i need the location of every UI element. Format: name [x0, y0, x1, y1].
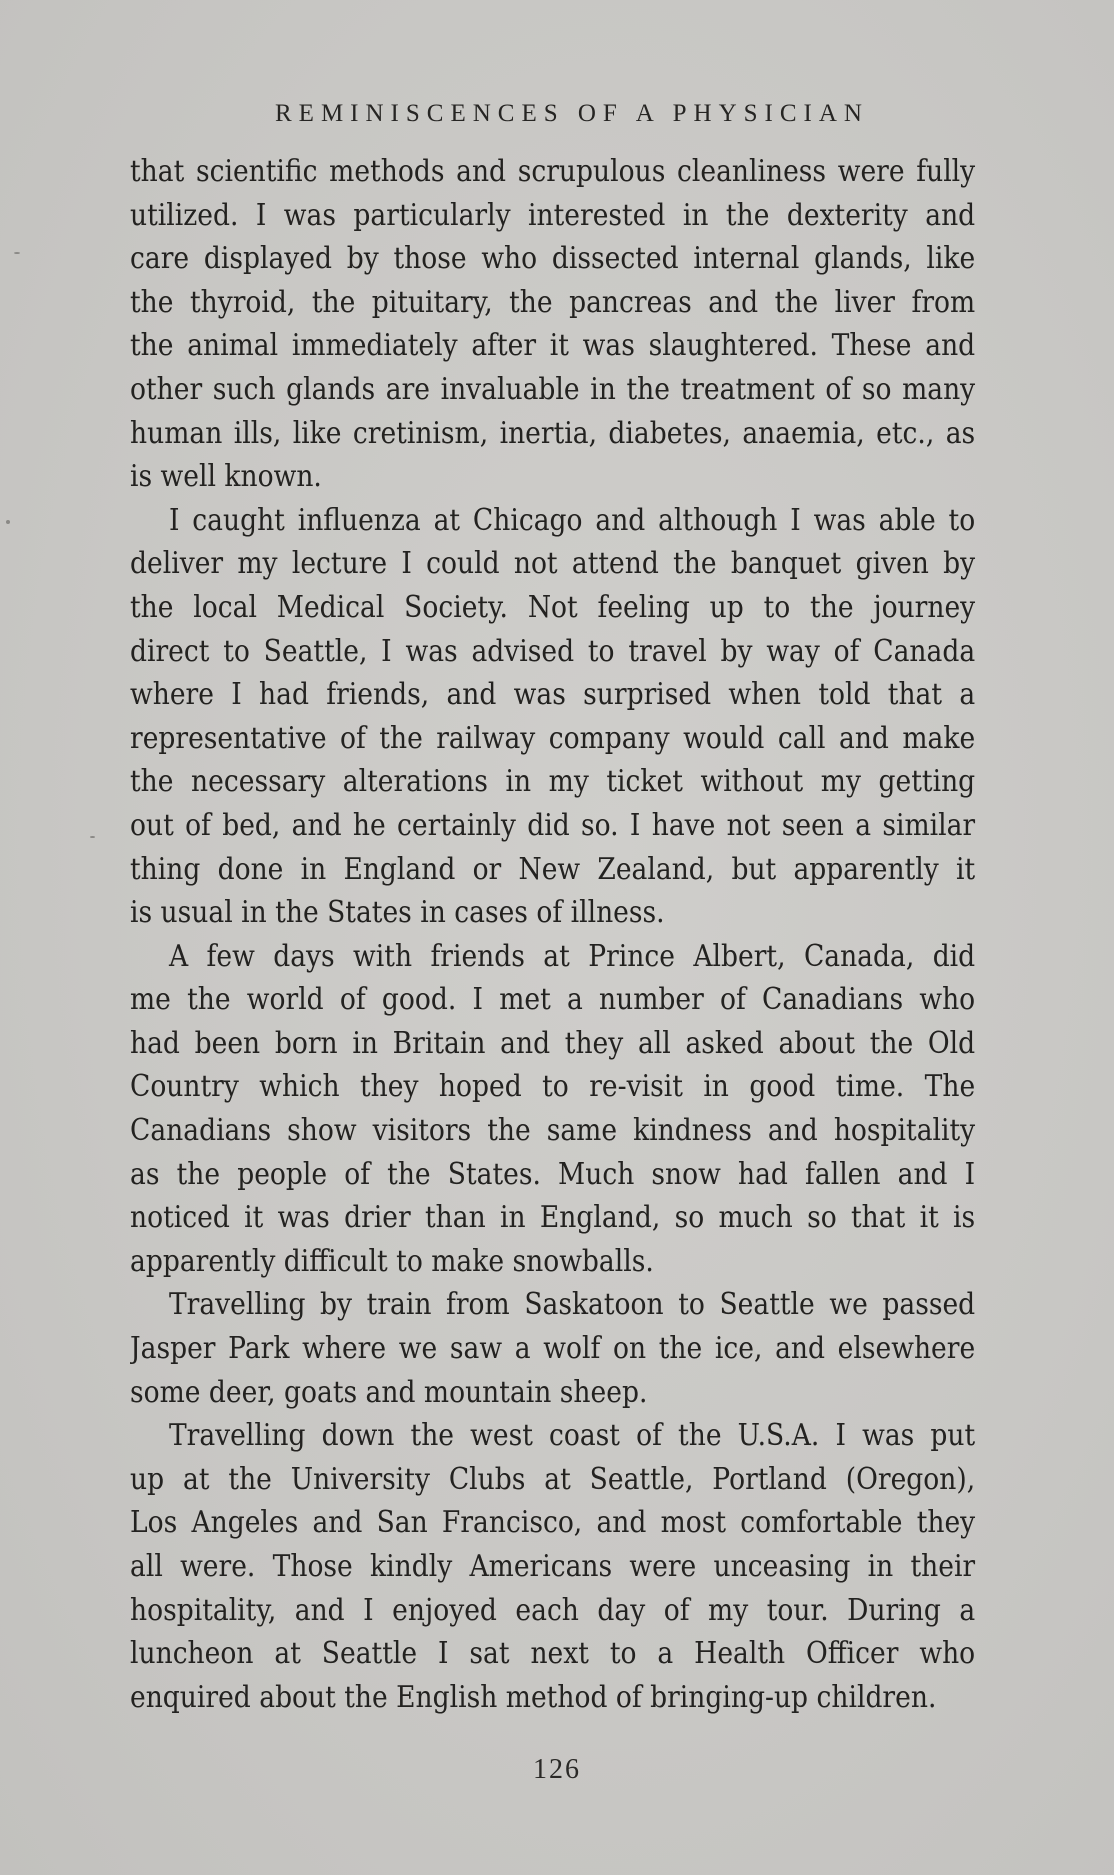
text-line: A few days with friends at Prince Albert, Canada, did — [168, 938, 976, 974]
text-line: Travelling down the west coast of the U.S.A. I was put — [168, 1418, 976, 1454]
paragraph — [130, 1414, 975, 1719]
text-line: Jasper Park where we saw a wolf on the ice, and elsewhere — [130, 1331, 976, 1367]
text-line: Travelling by train from Saskatoon to Seattle we passed — [168, 1287, 976, 1323]
text-line: up at the University Clubs at Seattle, Portland (Oregon), — [130, 1461, 976, 1497]
text-line: representative of the railway company would call and make — [130, 720, 976, 756]
text-line: utilized. I was particularly interested in the dexterity and — [130, 197, 976, 233]
text-line: all were. Those kindly Americans were unceasing in their — [130, 1549, 976, 1584]
text-line: direct to Seattle, I was advised to travel by way of Canada — [130, 633, 976, 669]
text-line: me the world of good. I met a number of Canadians who — [130, 982, 976, 1018]
text-line: I caught influenza at Chicago and although I was able to — [168, 502, 976, 538]
page-number: 126 — [533, 1754, 581, 1785]
paper-speck — [6, 520, 10, 524]
text-line: the thyroid, the pituitary, the pancreas and the liver from — [130, 284, 976, 320]
text-line: the necessary alterations in my ticket without my getting — [130, 764, 976, 800]
text-line: Country which they hoped to re-visit in good time. The — [130, 1069, 976, 1105]
text-line: where I had friends, and was surprised when told that a — [130, 677, 976, 713]
paper-speck — [90, 836, 95, 838]
paragraph — [130, 935, 975, 1284]
paragraph — [130, 150, 975, 499]
text-line: enquired about the English method of bringing-up children. — [130, 1679, 937, 1715]
text-line: out of bed, and he certainly did so. I have not seen a similar — [130, 807, 976, 843]
paper-speck — [14, 252, 20, 254]
text-line: is well known. — [130, 459, 322, 495]
text-line: noticed it was drier than in England, so much so that it is — [130, 1200, 976, 1236]
text-line: as the people of the States. Much snow had fallen and I — [130, 1156, 976, 1192]
text-line: the local Medical Society. Not feeling up to the journey — [130, 589, 976, 625]
text-line: care displayed by those who dissected internal glands, like — [130, 241, 976, 277]
text-line: some deer, goats and mountain sheep. — [130, 1374, 648, 1410]
text-line: thing done in England or New Zealand, but apparently it — [130, 851, 976, 887]
text-line: human ills, like cretinism, inertia, diabetes, anaemia, etc., as — [130, 415, 976, 451]
text-line: apparently difficult to make snowballs. — [130, 1243, 654, 1279]
text-line: Los Angeles and San Francisco, and most comfortable they — [130, 1505, 976, 1541]
paragraph — [130, 1283, 975, 1414]
text-line: Canadians show visitors the same kindness and hospitality — [130, 1113, 976, 1149]
paragraph — [130, 499, 975, 935]
text-line: the animal immediately after it was slaughtered. These and — [130, 328, 976, 364]
text-line: hospitality, and I enjoyed each day of my tour. During a — [130, 1592, 976, 1628]
text-line: deliver my lecture I could not attend the banquet given by — [130, 546, 976, 582]
running-head: REMINISCENCES OF A PHYSICIAN — [275, 100, 869, 127]
text-line: that scientific methods and scrupulous cleanliness were fully — [130, 154, 976, 189]
text-line: luncheon at Seattle I sat next to a Health Officer who — [130, 1636, 976, 1672]
text-line: other such glands are invaluable in the treatment of so many — [130, 371, 976, 407]
body-text — [130, 150, 975, 1719]
text-line: is usual in the States in cases of illness. — [130, 895, 665, 931]
text-line: had been born in Britain and they all asked about the Old — [130, 1025, 976, 1061]
